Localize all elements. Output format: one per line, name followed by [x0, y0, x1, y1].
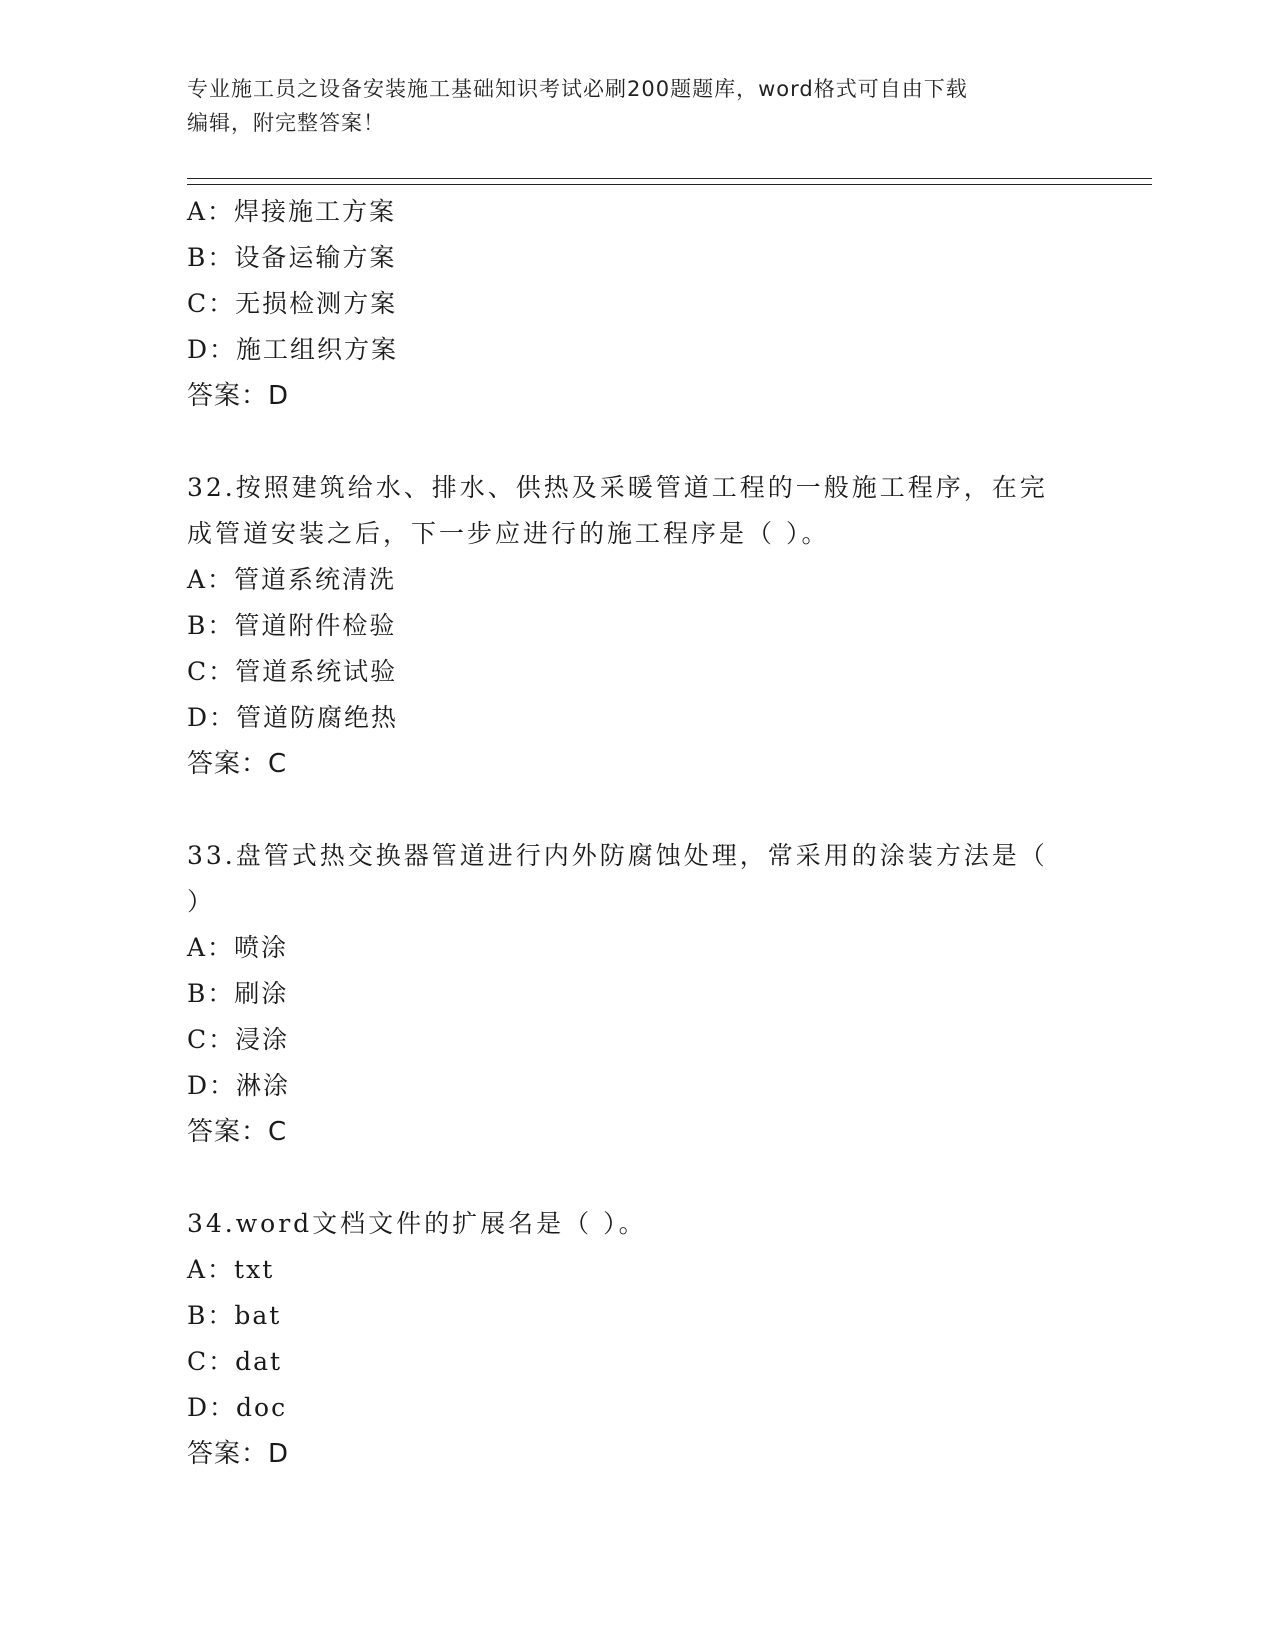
question-text-line-1: 34.word文档文件的扩展名是（ ）。 [187, 1209, 647, 1238]
answer: 答案：D [187, 1439, 290, 1469]
option-a: A：管道系统清洗 [187, 565, 397, 594]
header-title-line-2: 编辑，附完整答案！ [187, 111, 385, 135]
option-b: B：bat [187, 1301, 282, 1330]
spacer [187, 1155, 1087, 1201]
question-32 [187, 465, 1087, 787]
question-text-line-2: 成管道安装之后，下一步应进行的施工程序是（ ）。 [187, 519, 830, 548]
option-c: C：浸涂 [187, 1025, 290, 1054]
header-title-line-1: 专业施工员之设备安装施工基础知识考试必刷200题题库，word格式可自由下载 [187, 77, 968, 101]
answer: 答案：D [187, 381, 290, 411]
spacer [187, 787, 1087, 833]
question-33 [187, 833, 1087, 1155]
option-b: B：设备运输方案 [187, 243, 397, 272]
question-text-line-2: ） [187, 887, 216, 916]
option-c: C：无损检测方案 [187, 289, 398, 318]
option-c: C：管道系统试验 [187, 657, 398, 686]
question-31 [187, 189, 1087, 419]
answer: 答案：C [187, 1117, 288, 1147]
answer: 答案：C [187, 749, 288, 779]
question-text [187, 465, 1067, 557]
option-c: C：dat [187, 1347, 283, 1376]
option-a: A：喷涂 [187, 933, 289, 962]
option-a: A：焊接施工方案 [187, 197, 397, 226]
option-d: D：管道防腐绝热 [187, 703, 399, 732]
option-a: A：txt [187, 1255, 275, 1284]
header-divider [187, 178, 1152, 185]
option-b: B：管道附件检验 [187, 611, 397, 640]
question-34 [187, 1201, 1087, 1477]
spacer [187, 419, 1087, 465]
option-d: D：doc [187, 1393, 288, 1422]
option-b: B：刷涂 [187, 979, 289, 1008]
question-list [187, 189, 1087, 1477]
document-header [187, 72, 1087, 140]
question-text-line-1: 33.盘管式热交换器管道进行内外防腐蚀处理，常采用的涂装方法是（ [187, 841, 1048, 870]
question-text-line-1: 32.按照建筑给水、排水、供热及采暖管道工程的一般施工程序，在完 [187, 473, 1048, 502]
option-d: D：施工组织方案 [187, 335, 399, 364]
question-text [187, 833, 1067, 925]
option-d: D：淋涂 [187, 1071, 291, 1100]
question-text [187, 1201, 1067, 1247]
